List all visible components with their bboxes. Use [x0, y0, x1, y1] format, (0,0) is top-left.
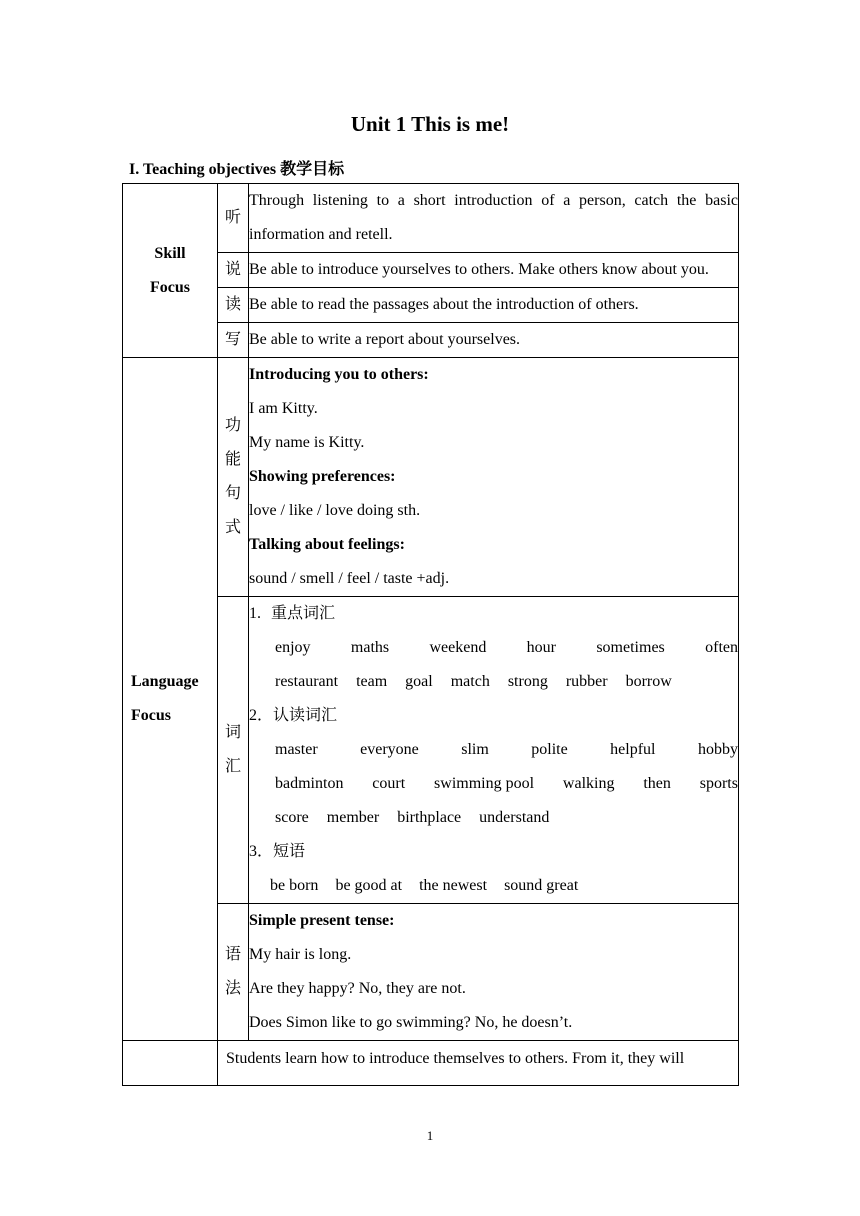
read-words-row: badminton court swimming pool walking then sports — [275, 775, 738, 792]
vocab-heading: 1. 重点词汇 — [249, 605, 336, 622]
vocabulary-chars: 词 汇 — [218, 597, 249, 904]
grammar-line: Does Simon like to go swimming? No, he doesn’t. — [249, 1014, 573, 1031]
functions-content — [249, 358, 739, 597]
skill-text: Through listening to a short introduction of a person, catch the basic information and retell. — [249, 184, 739, 253]
key-words-row: restaurant team goal match strong rubber borrow — [275, 673, 672, 690]
vocab-heading: 3．短语 — [249, 843, 306, 860]
empty-label-cell — [123, 1041, 218, 1086]
table-row — [123, 184, 739, 253]
skill-focus-label: Skill Focus — [123, 184, 218, 358]
section-heading: I. Teaching objectives 教学目标 — [129, 161, 345, 178]
skill-char: 读 — [218, 288, 249, 323]
grammar-line: My hair is long. — [249, 946, 352, 963]
overview-text: Students learn how to introduce themselves to others. From it, they will — [218, 1041, 739, 1086]
document-title: Unit 1 This is me! — [350, 112, 510, 136]
functions-line: sound / smell / feel / taste +adj. — [249, 570, 450, 587]
grammar-line: Simple present tense: — [249, 912, 395, 929]
functions-chars: 功 能 句 式 — [218, 358, 249, 597]
table-row — [123, 1041, 739, 1086]
functions-line: Showing preferences: — [249, 468, 396, 485]
phrases-row: be born be good at the newest sound great — [270, 877, 579, 894]
read-words-row: score member birthplace understand — [275, 809, 550, 826]
grammar-chars: 语 法 — [218, 904, 249, 1041]
teaching-objectives-table — [122, 183, 739, 1086]
skill-char: 说 — [218, 253, 249, 288]
vocabulary-content — [249, 597, 739, 904]
grammar-content — [249, 904, 739, 1041]
functions-line: love / like / love doing sth. — [249, 502, 421, 519]
functions-line: My name is Kitty. — [249, 434, 365, 451]
skill-text: Be able to introduce yourselves to others. Make others know about you. — [249, 253, 739, 288]
skill-text: Be able to read the passages about the introduction of others. — [249, 288, 739, 323]
functions-line: Introducing you to others: — [249, 366, 429, 383]
functions-line: Talking about feelings: — [249, 536, 405, 553]
functions-line: I am Kitty. — [249, 400, 318, 417]
skill-char: 写 — [218, 323, 249, 358]
language-focus-label: Language Focus — [123, 358, 218, 1041]
table-row — [123, 358, 739, 597]
read-words-row: master everyone slim polite helpful hobby — [275, 741, 738, 758]
skill-text: Be able to write a report about yourselves. — [249, 323, 739, 358]
page-number: 1 — [426, 1128, 434, 1143]
grammar-line: Are they happy? No, they are not. — [249, 980, 466, 997]
skill-char: 听 — [218, 184, 249, 253]
vocab-heading: 2．认读词汇 — [249, 707, 338, 724]
key-words-row: enjoy maths weekend hour sometimes often — [275, 639, 738, 656]
